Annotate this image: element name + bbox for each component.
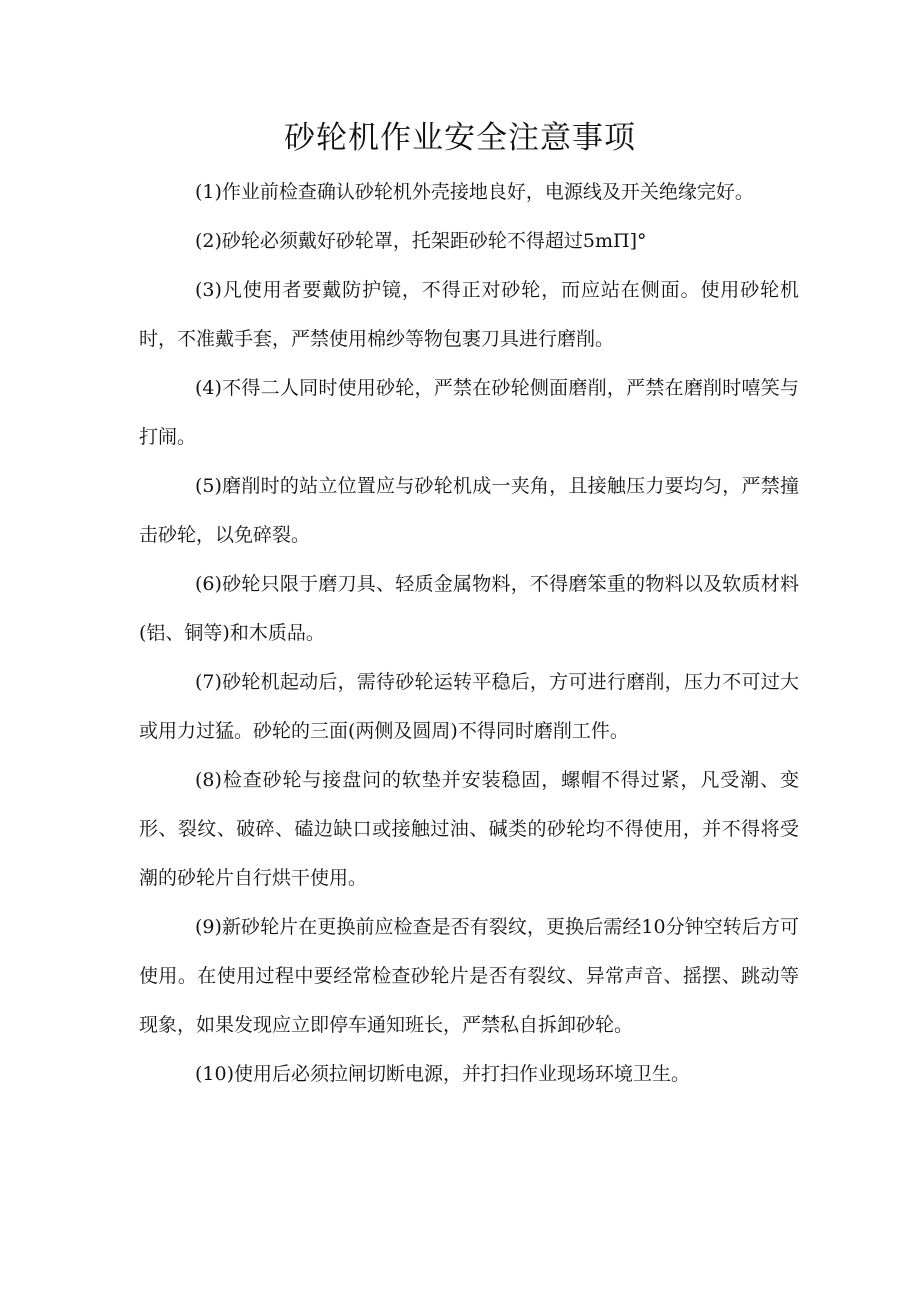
paragraph-5: (5)磨削时的站立位置应与砂轮机成一夹角，且接触压力要均匀，严禁撞击砂轮，以免碎裂。 — [139, 475, 799, 546]
paragraph-1: (1)作业前检查确认砂轮机外壳接地良好，电源线及开关绝缘完好。 — [195, 181, 754, 203]
document-body — [139, 168, 799, 1099]
paragraph-9: (9)新砂轮片在更换前应检查是否有裂纹，更换后需经10分钟空转后方可使用。在使用过程中要经常检查砂轮片是否有裂纹、异常声音、摇摆、跳动等现象，如果发现应立即停车通知班长，严禁私自拆卸砂轮。 — [139, 916, 799, 1036]
paragraph-7: (7)砂轮机起动后，需待砂轮运转平稳后，方可进行磨削，压力不可过大或用力过猛。砂轮的三面(两侧及圆周)不得同时磨削工件。 — [139, 671, 799, 742]
document-title: 砂轮机作业安全注意事项 — [284, 120, 636, 156]
paragraph-10: (10)使用后必须拉闸切断电源，并打扫作业现场环境卫生。 — [195, 1063, 691, 1085]
paragraph-4: (4)不得二人同时使用砂轮，严禁在砂轮侧面磨削，严禁在磨削时嘻笑与打闹。 — [139, 377, 799, 448]
paragraph-3: (3)凡使用者要戴防护镜，不得正对砂轮，而应站在侧面。使用砂轮机时，不准戴手套，严禁使用棉纱等物包裹刀具进行磨削。 — [139, 279, 799, 350]
paragraph-8: (8)检查砂轮与接盘问的软垫并安装稳固，螺帽不得过紧，凡受潮、变形、裂纹、破碎、磕边缺口或接触过油、碱类的砂轮均不得使用，并不得将受潮的砂轮片自行烘干使用。 — [139, 769, 799, 889]
paragraph-6: (6)砂轮只限于磨刀具、轻质金属物料，不得磨笨重的物料以及软质材料(铝、铜等)和木质品。 — [139, 573, 799, 644]
paragraph-2: (2)砂轮必须戴好砂轮罩，托架距砂轮不得超过5mΠ]° — [195, 230, 647, 252]
